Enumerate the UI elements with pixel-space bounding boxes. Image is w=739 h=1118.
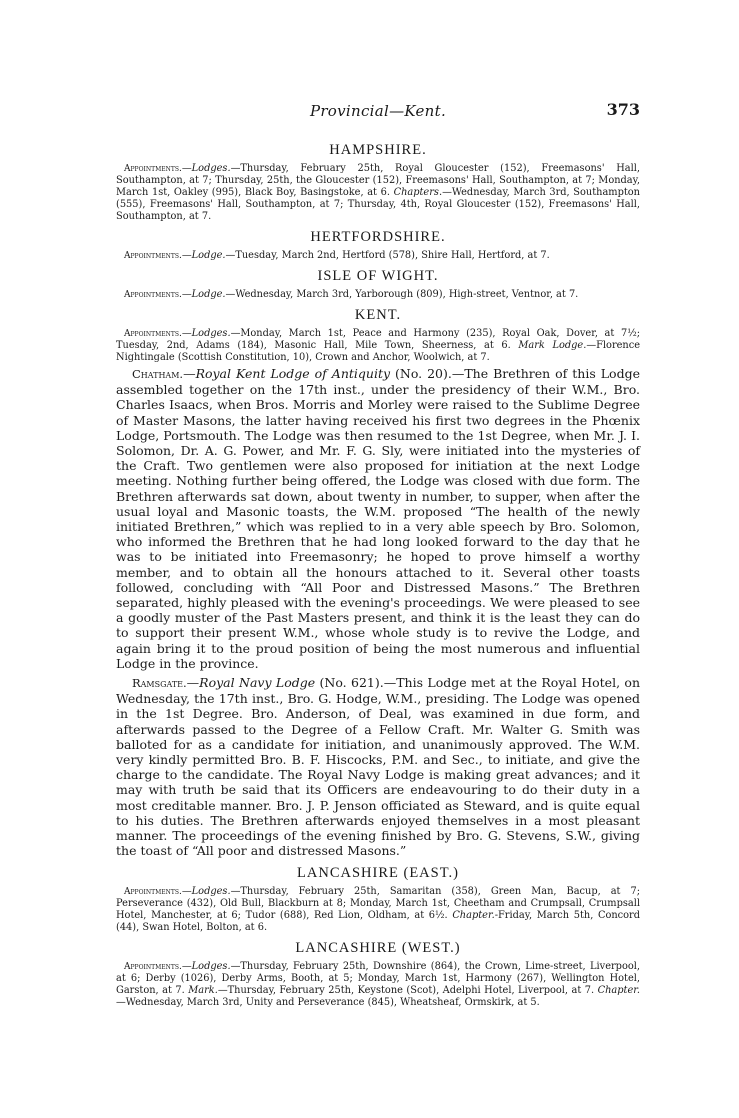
- appointments-label: Appointments.: [124, 290, 182, 300]
- mark-label: Mark.: [188, 984, 218, 996]
- appointments-text: —Thursday, February 25th, Samaritan (358), Green Man, Bacup, at 7; Perseverance (432), Old Bull, Blackburn at 8; Monday, March 1st, Cheetham and Crumpsall, Crumpsall Hotel, Manchester, at 6; Tudor (688), Red Lion, Oldham, at 6½.: [116, 885, 640, 921]
- page-number: 373: [606, 100, 640, 119]
- appointments-isle-of-wight: [116, 289, 640, 301]
- appointments-label: Appointments.: [124, 961, 182, 972]
- lodges-label: —Lodges.: [181, 960, 231, 972]
- lodges-label: —Lodges.: [181, 163, 231, 174]
- appointments-text-2: —Thursday, February 25th, Keystone (Scot), Adelphi Hotel, Liverpool, at 7.: [217, 984, 595, 996]
- lodge-name-chatham: —Royal Kent Lodge of Antiquity: [183, 366, 391, 381]
- lodge-label: —Lodge.: [181, 250, 226, 261]
- appointments-kent: [116, 328, 640, 364]
- page: [116, 100, 640, 1011]
- heading-lancashire-east: LANCASHIRE (EAST.): [297, 864, 459, 881]
- report-text-ramsgate: (No. 621).—This Lodge met at the Royal Hotel, on Wednesday, the 17th inst., Bro. G. Hodge, W.M., presiding. The Lodge was opened in the 1st Degree. Bro. Anderson, of Deal, was examined in due form, and afterwards passed to the Degree of a Fellow Craft. Mr. Walter G. Smith was balloted for as a candidate for initiation, and unanimously approved. The W.M. very kindly permitted Bro. B. F. Hiscocks, P.M. and Sec., to initiate, and give the charge to the candidate. The Royal Navy Lodge is making great advances; and it may with truth be said that its Officers are endeavouring to do their duty in a most creditable manner. Bro. J. P. Jenson officiated as Steward, and is quite equal to his duties. The Brethren afterwards enjoyed themselves in a most pleasant manner. The proceedings of the evening finished by Bro. G. Stevens, S.W., giving the toast of “All poor and distressed Masons.”: [116, 675, 641, 859]
- appointments-lancashire-east: [116, 886, 640, 934]
- appointments-text: —Wednesday, March 3rd, Yarborough (809), High-street, Ventnor, at 7.: [225, 289, 579, 300]
- report-text-chatham: (No. 20).—The Brethren of this Lodge assembled together on the 17th inst., under the presidency of their W.M., Bro. Charles Isaacs, when Bros. Morris and Morley were raised to the Sublime Degree of Master Masons, the latter having received his first two degrees in the Phœnix Lodge, Portsmouth. The Lodge was then resumed to the 1st Degree, when Mr. J. I. Solomon, Dr. A. G. Power, and Mr. F. G. Sly, were initiated into the mysteries of the Craft. Two gentlemen were also proposed for initiation at the next Lodge meeting. Nothing further being offered, the Lodge was closed with due form. The Brethren afterwards sat down, about twenty in number, to supper, when after the usual loyal and Masonic toasts, the W.M. proposed “The health of the newly initiated Brethren,” which was replied to in a very able speech by Bro. Solomon, who informed the Brethren that he had long looked forward to the day that he was to be initiated into Freemasonry; he hoped to prove himself a worthy member, and to obtain all the honours attached to it. Several other toasts followed, concluding with “All Poor and Distressed Masons.” The Brethren separated, highly pleased with the evening's proceedings. We were pleased to see a goodly muster of the Past Masters present, and think it is the least they can do to support their present W.M., whose whole study is to revive the Lodge, and again bring it to the proud position of being the most numerous and influential Lodge in the province.: [116, 366, 640, 671]
- mark-lodge-label: Mark Lodge.: [518, 340, 587, 351]
- appointments-label: Appointments.: [124, 329, 182, 339]
- lodges-label: —Lodges.: [181, 328, 231, 339]
- heading-kent: KENT.: [354, 307, 402, 323]
- appointments-text-2: —Wednesday, March 3rd, Southampton (555), Freemasons' Hall, Southampton, at 7; Thursday, 4th, Royal Gloucester (152), Freemasons' Hall, Southampton, at 7.: [116, 187, 640, 222]
- heading-isle-of-wight: ISLE OF WIGHT.: [317, 268, 439, 284]
- running-title: Provincial—Kent.: [309, 102, 447, 120]
- ramsgate-report: [116, 675, 640, 858]
- lodges-label: —Lodges.: [181, 885, 231, 897]
- lodge-label: —Lodge.: [181, 289, 226, 300]
- appointments-hampshire: [116, 163, 640, 223]
- chapters-label: Chapters.: [393, 187, 443, 198]
- chatham-report: [116, 366, 640, 671]
- appointments-text: —Thursday, February 25th, Downshire (864), the Crown, Lime-street, Liverpool, at 6; Derby (1026), Derby Arms, Booth, at 5; Monday, March 1st, Harmony (267), Wellington Hotel, Garston, at 7.: [116, 960, 640, 996]
- appointments-text-2: -Friday, March 5th, Concord (44), Swan Hotel, Bolton, at 6.: [116, 909, 641, 933]
- lodge-name-ramsgate: —Royal Navy Lodge: [186, 675, 316, 691]
- place-ramsgate: Ramsgate.: [132, 676, 187, 691]
- appointments-text: —Tuesday, March 2nd, Hertford (578), Shire Hall, Hertford, at 7.: [225, 250, 550, 261]
- appointments-text: —Monday, March 1st, Peace and Harmony (235), Royal Oak, Dover, at 7½; Tuesday, 2nd, Adams (184), Masonic Hall, Mile Town, Sheerness, at 6.: [116, 328, 640, 351]
- appointments-hertfordshire: [116, 250, 640, 262]
- appointments-text-2: —Florence Nightingale (Scottish Constitution, 10), Crown and Anchor, Woolwich, at 7.: [116, 340, 641, 363]
- chapter-label: Chapter.: [452, 909, 495, 921]
- heading-lancashire-west: LANCASHIRE (WEST.): [295, 939, 461, 956]
- heading-hertfordshire: HERTFORDSHIRE.: [310, 229, 446, 245]
- appointments-lancashire-west: [116, 961, 640, 1009]
- appointments-label: Appointments.: [124, 251, 182, 261]
- appointments-text-3: —Wednesday, March 3rd, Unity and Perseverance (845), Wheatsheaf, Ormskirk, at 5.: [116, 996, 540, 1008]
- appointments-label: Appointments.: [124, 164, 182, 174]
- heading-hampshire: HAMPSHIRE.: [329, 142, 427, 158]
- chapter-label: Chapter.: [597, 984, 640, 996]
- appointments-label: Appointments.: [124, 886, 182, 897]
- running-head: [116, 100, 640, 124]
- appointments-text: —Thursday, February 25th, Royal Gloucester (152), Freemasons' Hall, Southampton, at 7; Thursday, 25th, the Gloucester (152), Freemasons' Hall, Southampton, at 7; Monday, March 1st, Oakley (995), Black Boy, Basingstoke, at 6.: [116, 163, 640, 198]
- place-chatham: Chatham.: [132, 367, 184, 381]
